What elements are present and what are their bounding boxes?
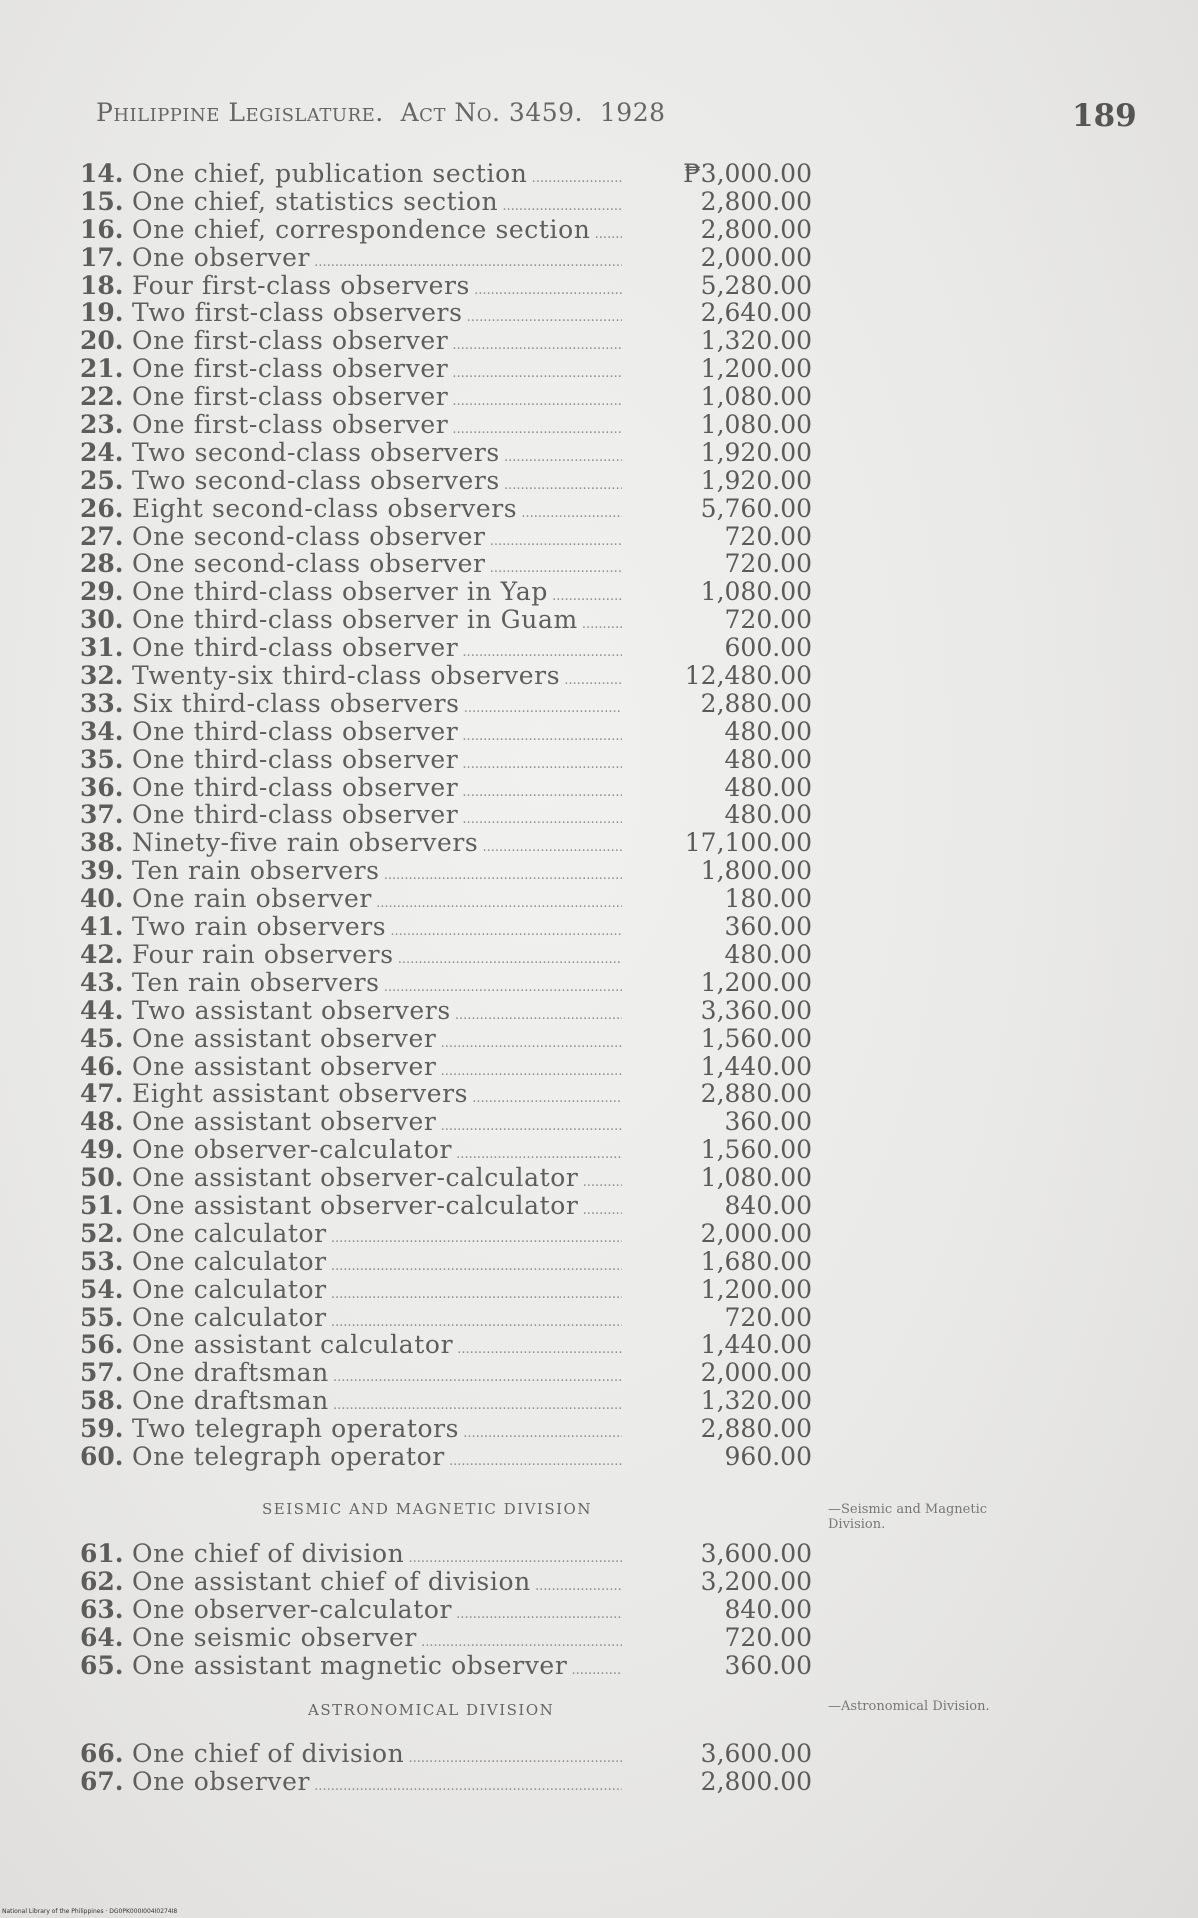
item-number: 42. [80,939,124,969]
item-number: 32. [80,661,124,691]
item-number: 14. [80,159,124,188]
list-item [0,1359,1198,1387]
item-description: One calculator ..... [132,1220,622,1253]
position-list-astronomical [0,1740,1198,1796]
item-amount: 2,000.00 [700,1218,812,1248]
item-amount: 960.00 [724,1441,812,1471]
item-description: One draftsman ..... [132,1387,622,1420]
item-description: One observer ..... [132,244,622,277]
item-amount: 1,440.00 [700,1330,812,1360]
list-item [0,969,1198,997]
list-item [0,188,1198,216]
item-number: 56. [80,1330,124,1360]
side-note-astronomical: —Astronomical Division. [828,1699,990,1714]
item-number: 22. [80,382,124,412]
item-description: One chief, statistics section ..... [132,188,622,221]
item-description: One third-class observer in Guam ..... [132,606,622,639]
item-description: One observer-calculator ..... [132,1136,622,1169]
item-amount: 2,800.00 [700,214,812,244]
list-item [0,1276,1198,1304]
item-description: Four first-class observers ..... [132,272,622,305]
item-number: 36. [80,772,124,802]
item-number: 60. [80,1441,124,1471]
item-description: One third-class observer ..... [132,718,622,751]
item-amount: 1,320.00 [700,1386,812,1416]
item-number: 25. [80,465,124,495]
item-description: Ten rain observers ..... [132,857,622,890]
list-item [0,1136,1198,1164]
item-description: One chief of division ..... [132,1740,622,1773]
item-amount: 480.00 [724,800,812,830]
list-item [0,272,1198,300]
section-title-seismic: SEISMIC AND MAGNETIC DIVISION [262,1500,592,1518]
item-number: 34. [80,716,124,746]
item-amount: 600.00 [724,633,812,663]
list-item [0,829,1198,857]
item-number: 47. [80,1079,124,1109]
item-amount: 2,800.00 [700,186,812,216]
item-amount: 1,200.00 [700,354,812,384]
item-number: 26. [80,493,124,523]
item-description: One third-class observer ..... [132,801,622,834]
item-amount: 840.00 [724,1190,812,1220]
list-item [0,523,1198,551]
list-item [0,439,1198,467]
item-number: 54. [80,1274,124,1304]
item-amount: 2,640.00 [700,298,812,328]
item-number: 63. [80,1594,124,1624]
list-item [0,997,1198,1025]
list-item [0,606,1198,634]
item-number: 65. [80,1650,124,1680]
running-header [96,98,666,127]
item-amount: 1,080.00 [700,410,812,440]
item-description: One second-class observer ..... [132,550,622,583]
list-item [0,1108,1198,1136]
item-amount: 1,800.00 [700,856,812,886]
item-amount: 5,280.00 [700,270,812,300]
header-legislature: Philippine Legislature. [96,98,384,127]
list-item [0,411,1198,439]
item-amount: 360.00 [724,1650,812,1680]
item-description: One assistant observer ..... [132,1053,622,1086]
list-item [0,299,1198,327]
item-amount: 2,880.00 [700,1414,812,1444]
list-item [0,801,1198,829]
side-note-seismic: —Seismic and Magnetic Division. [828,1502,988,1532]
item-number: 51. [80,1190,124,1220]
item-number: 18. [80,270,124,300]
item-amount: 5,760.00 [700,493,812,523]
item-amount: 3,600.00 [700,1539,812,1568]
item-amount: 1,200.00 [700,1274,812,1304]
item-description: One second-class observer ..... [132,523,622,556]
list-item [0,690,1198,718]
item-description: One third-class observer in Yap ..... [132,578,622,611]
item-description: One observer-calculator ..... [132,1596,622,1629]
item-amount: 1,320.00 [700,326,812,356]
item-number: 50. [80,1163,124,1193]
item-amount: 3,200.00 [700,1566,812,1596]
list-item [0,1652,1198,1680]
item-number: 40. [80,884,124,914]
item-amount: 180.00 [724,884,812,914]
item-amount: 1,560.00 [700,1135,812,1165]
item-number: 58. [80,1386,124,1416]
list-item [0,634,1198,662]
item-number: 59. [80,1414,124,1444]
item-number: 23. [80,410,124,440]
list-item [0,1331,1198,1359]
item-description: One draftsman ..... [132,1359,622,1392]
item-description: One assistant observer ..... [132,1025,622,1058]
list-item [0,244,1198,272]
item-number: 28. [80,549,124,579]
list-item [0,383,1198,411]
item-amount: 1,080.00 [700,577,812,607]
item-description: One observer ..... [132,1768,622,1801]
item-number: 31. [80,633,124,663]
item-amount: 720.00 [724,549,812,579]
item-number: 52. [80,1218,124,1248]
item-description: One assistant observer-calculator ..... [132,1192,622,1225]
list-item [0,774,1198,802]
item-number: 66. [80,1739,124,1768]
item-number: 44. [80,995,124,1025]
list-item [0,578,1198,606]
item-number: 35. [80,744,124,774]
item-number: 67. [80,1766,124,1796]
item-amount: 3,360.00 [700,995,812,1025]
list-item [0,216,1198,244]
list-item [0,1164,1198,1192]
item-amount: 1,080.00 [700,382,812,412]
item-number: 29. [80,577,124,607]
page-number: 189 [1072,98,1137,134]
list-item [0,1568,1198,1596]
footer-source: National Library of the Philippines · DG0PK000I004I0274I8 [2,1908,178,1915]
item-description: Ten rain observers ..... [132,969,622,1002]
item-description: One chief, publication section ..... [132,160,622,193]
item-amount: 720.00 [724,1622,812,1652]
list-item [0,1387,1198,1415]
item-amount: 360.00 [724,1107,812,1137]
list-item [0,1740,1198,1768]
position-list-main [0,160,1198,1471]
item-amount: 1,080.00 [700,1163,812,1193]
list-item [0,327,1198,355]
item-description: Twenty-six third-class observers ..... [132,662,622,695]
item-amount: 1,680.00 [700,1246,812,1276]
item-description: One seismic observer ..... [132,1624,622,1657]
item-number: 37. [80,800,124,830]
list-item [0,1053,1198,1081]
list-item [0,1025,1198,1053]
item-number: 24. [80,437,124,467]
list-item [0,662,1198,690]
item-amount: 12,480.00 [684,661,812,691]
item-number: 55. [80,1302,124,1332]
item-amount: 480.00 [724,772,812,802]
item-description: Two second-class observers ..... [132,467,622,500]
list-item [0,1768,1198,1796]
item-number: 38. [80,828,124,858]
item-amount: 360.00 [724,912,812,942]
item-number: 15. [80,186,124,216]
item-number: 46. [80,1051,124,1081]
item-description: One first-class observer ..... [132,411,622,444]
item-description: Two first-class observers ..... [132,299,622,332]
list-item [0,1596,1198,1624]
item-amount: 2,800.00 [700,1766,812,1796]
item-description: One third-class observer ..... [132,634,622,667]
item-number: 20. [80,326,124,356]
item-number: 27. [80,521,124,551]
header-act: Act No. 3459. [400,98,583,127]
item-description: One first-class observer ..... [132,355,622,388]
item-description: One assistant calculator ..... [132,1331,622,1364]
item-description: Eight assistant observers ..... [132,1080,622,1113]
item-description: One calculator ..... [132,1248,622,1281]
list-item [0,495,1198,523]
list-item [0,746,1198,774]
header-year: 1928 [599,98,666,127]
item-amount: 17,100.00 [684,828,812,858]
list-item [0,160,1198,188]
list-item [0,941,1198,969]
item-amount: 3,600.00 [700,1739,812,1768]
item-description: One chief of division ..... [132,1540,622,1573]
item-description: Ninety-five rain observers ..... [132,829,622,862]
item-number: 16. [80,214,124,244]
list-item [0,1248,1198,1276]
list-item [0,913,1198,941]
list-item [0,857,1198,885]
item-number: 21. [80,354,124,384]
item-description: Two assistant observers ..... [132,997,622,1030]
item-amount: 2,000.00 [700,242,812,272]
item-amount: 480.00 [724,939,812,969]
list-item [0,718,1198,746]
item-amount: 720.00 [724,521,812,551]
item-number: 17. [80,242,124,272]
list-item [0,1540,1198,1568]
item-amount: 1,920.00 [700,437,812,467]
list-item [0,1415,1198,1443]
item-description: Six third-class observers ..... [132,690,622,723]
item-description: One telegraph operator ..... [132,1443,622,1476]
item-description: Two telegraph operators ..... [132,1415,622,1448]
item-description: One assistant chief of division ..... [132,1568,622,1601]
item-number: 62. [80,1566,124,1596]
item-amount: 2,880.00 [700,1079,812,1109]
list-item [0,1443,1198,1471]
item-description: One assistant magnetic observer ..... [132,1652,622,1685]
item-description: Two second-class observers ..... [132,439,622,472]
item-number: 43. [80,967,124,997]
position-list-seismic [0,1540,1198,1679]
item-description: One calculator ..... [132,1276,622,1309]
item-description: One chief, correspondence section ..... [132,216,622,249]
list-item [0,467,1198,495]
item-number: 57. [80,1358,124,1388]
item-description: One calculator ..... [132,1304,622,1337]
item-description: One assistant observer ..... [132,1108,622,1141]
list-item [0,1624,1198,1652]
list-item [0,550,1198,578]
list-item [0,1220,1198,1248]
item-description: Eight second-class observers ..... [132,495,622,528]
item-amount: 1,440.00 [700,1051,812,1081]
list-item [0,1304,1198,1332]
list-item [0,885,1198,913]
item-description: One first-class observer ..... [132,383,622,416]
item-description: Four rain observers ..... [132,941,622,974]
item-amount: 720.00 [724,1302,812,1332]
item-number: 61. [80,1539,124,1568]
item-number: 33. [80,688,124,718]
item-number: 19. [80,298,124,328]
item-amount: 1,200.00 [700,967,812,997]
item-amount: 480.00 [724,716,812,746]
item-amount: 1,560.00 [700,1023,812,1053]
item-description: One assistant observer-calculator ..... [132,1164,622,1197]
item-description: One first-class observer ..... [132,327,622,360]
item-amount: 2,000.00 [700,1358,812,1388]
item-amount: 2,880.00 [700,688,812,718]
item-description: One rain observer ..... [132,885,622,918]
item-number: 49. [80,1135,124,1165]
section-title-astronomical: ASTRONOMICAL DIVISION [308,1701,555,1719]
item-amount: 840.00 [724,1594,812,1624]
list-item [0,1192,1198,1220]
item-description: Two rain observers ..... [132,913,622,946]
item-description: One third-class observer ..... [132,746,622,779]
item-number: 64. [80,1622,124,1652]
item-number: 39. [80,856,124,886]
item-amount: ₱3,000.00 [683,159,812,188]
item-amount: 720.00 [724,605,812,635]
item-number: 30. [80,605,124,635]
item-number: 45. [80,1023,124,1053]
list-item [0,355,1198,383]
item-number: 41. [80,912,124,942]
item-amount: 1,920.00 [700,465,812,495]
item-number: 48. [80,1107,124,1137]
item-amount: 480.00 [724,744,812,774]
item-description: One third-class observer ..... [132,774,622,807]
list-item [0,1080,1198,1108]
item-number: 53. [80,1246,124,1276]
